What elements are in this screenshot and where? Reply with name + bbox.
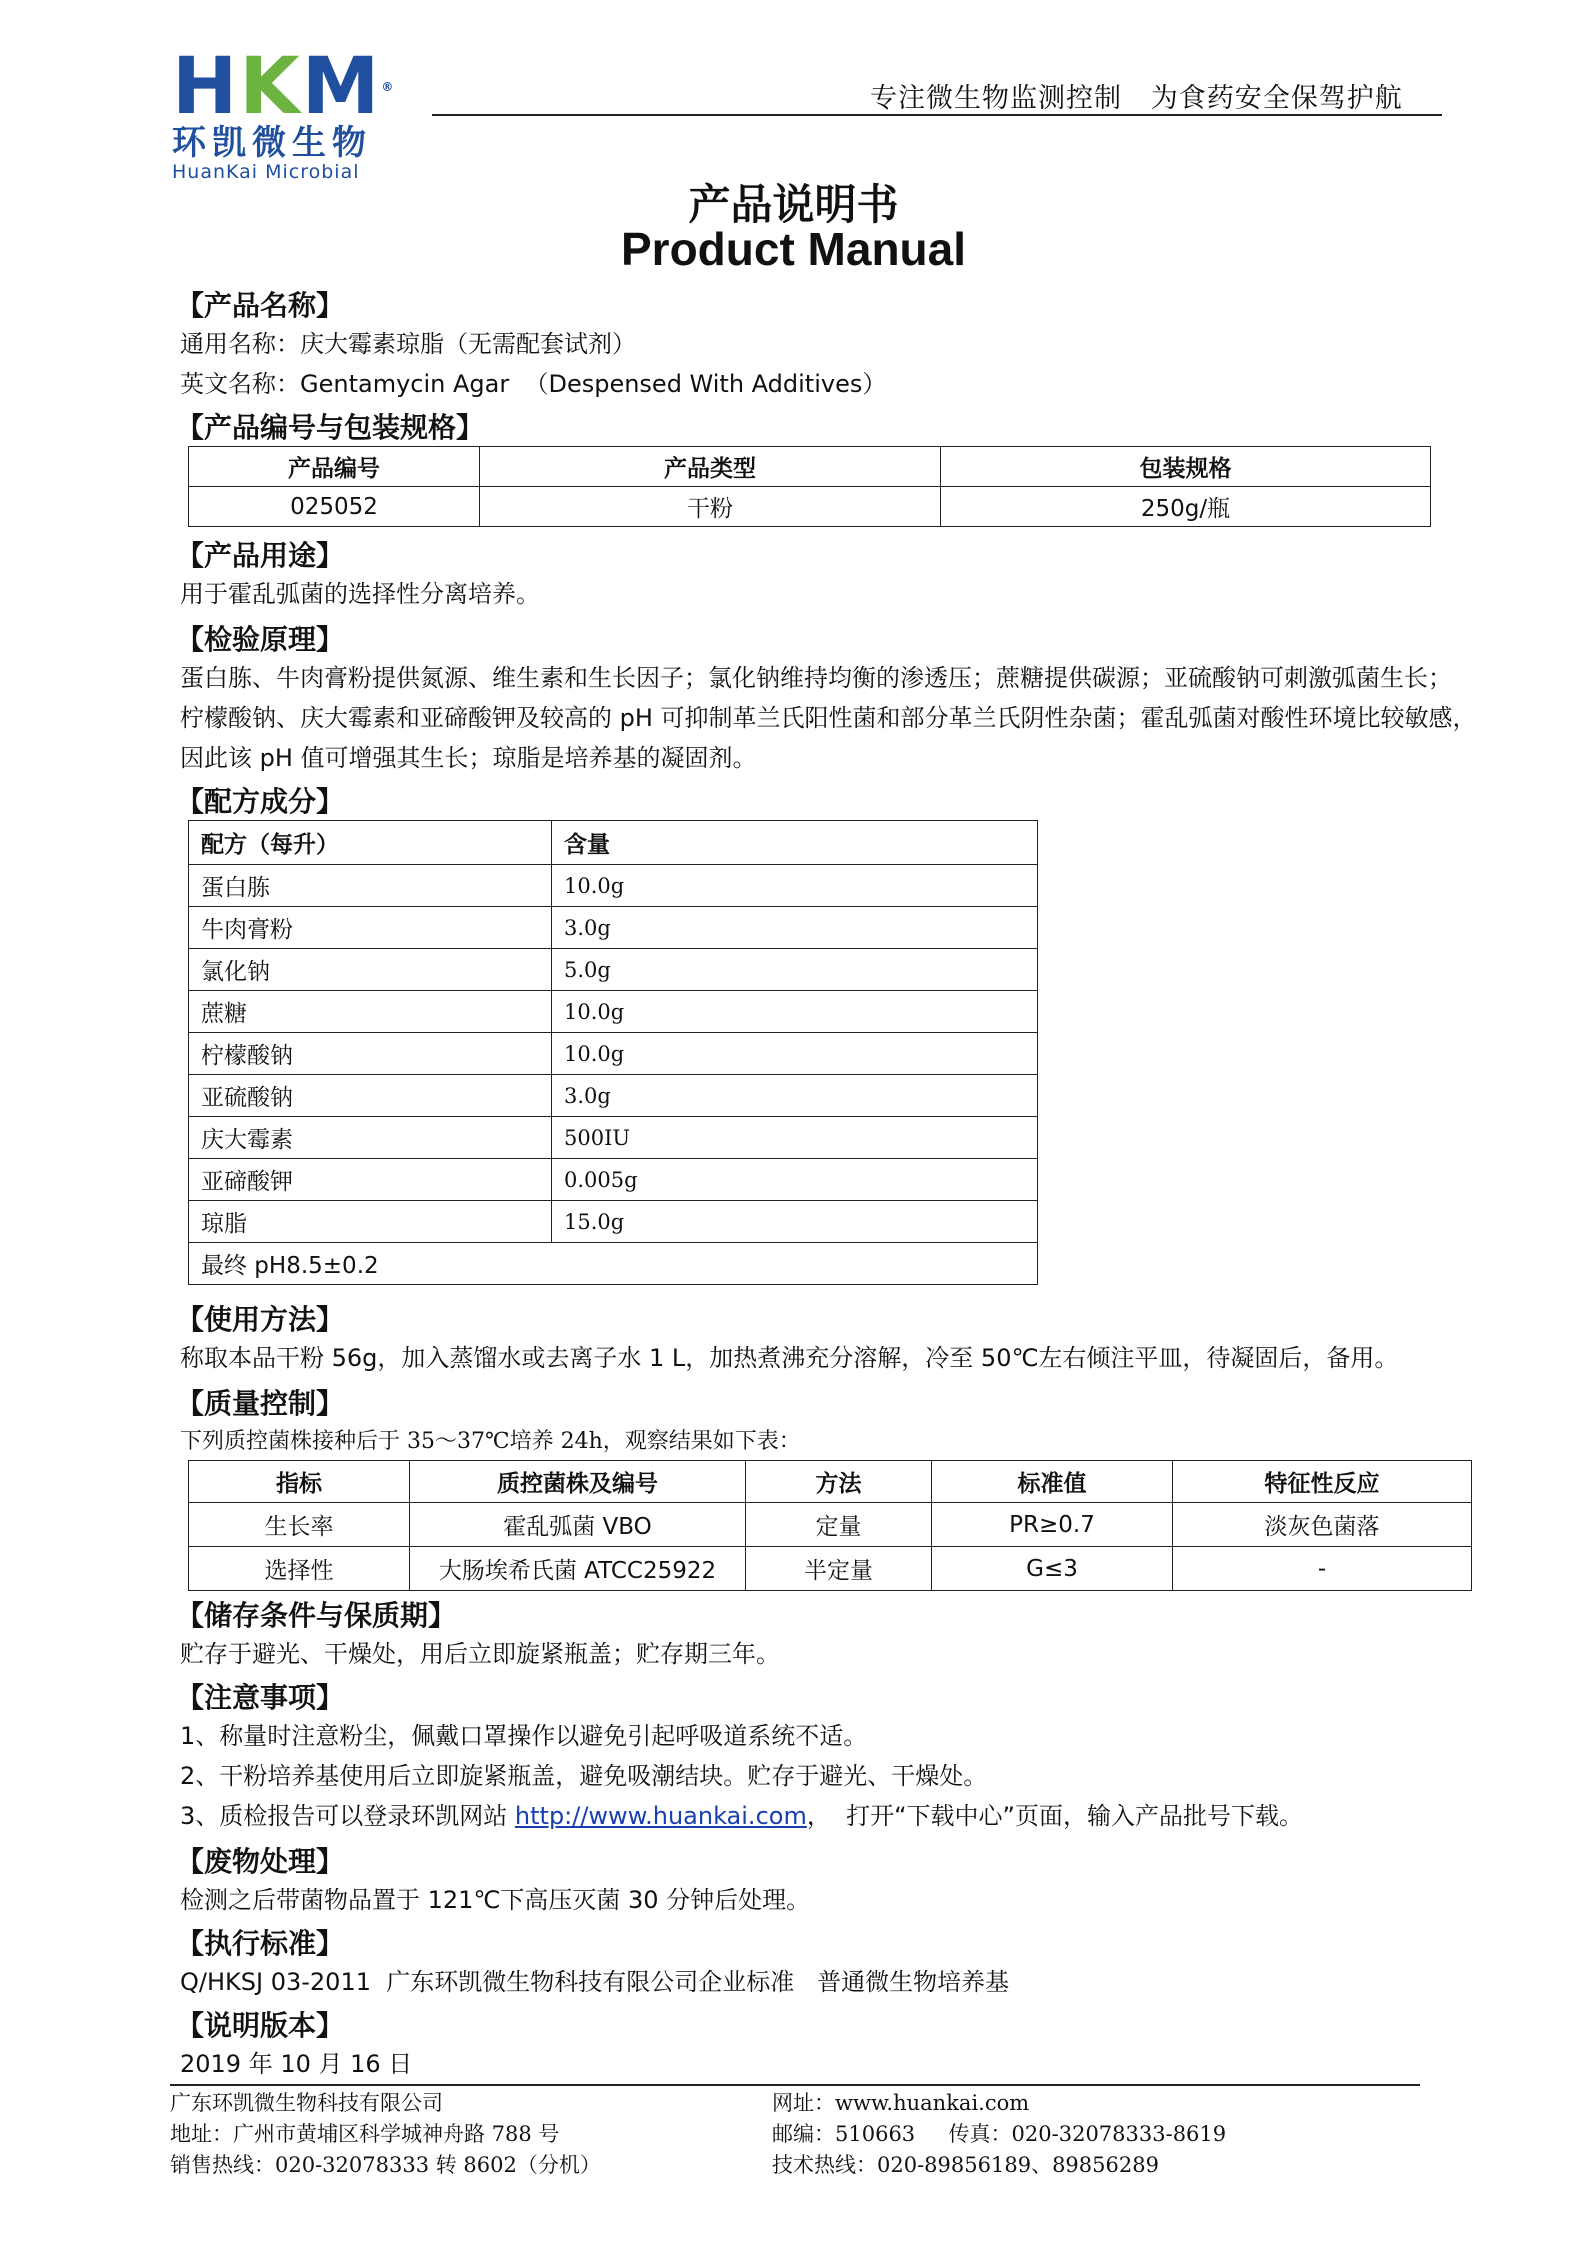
ingredient-amount: 10.0g [552,1033,1038,1075]
table-header: 指标 [189,1461,410,1503]
ingredient-amount: 5.0g [552,949,1038,991]
section-heading-version: 【说明版本】 [176,2009,345,2042]
title-chinese: 产品说明书 [688,180,899,229]
ingredient-name: 蔗糖 [189,991,552,1033]
footer-company: 广东环凯微生物科技有限公司 [170,2091,443,2115]
principle-line: 因此该 pH 值可增强其生长；琼脂是培养基的凝固剂。 [180,744,757,772]
storage-text: 贮存于避光、干燥处，用后立即旋紧瓶盖；贮存期三年。 [180,1640,780,1668]
section-heading-name: 【产品名称】 [176,289,345,322]
qc-standard: G≤3 [932,1547,1173,1591]
ingredient-amount: 500IU [552,1117,1038,1159]
registered-mark: ® [381,80,396,94]
section-heading-storage: 【储存条件与保质期】 [176,1599,457,1632]
product-code: 025052 [189,487,480,527]
table-header: 配方（每升） [189,821,552,865]
table-header: 质控菌株及编号 [410,1461,746,1503]
qc-standard: PR≥0.7 [932,1503,1173,1547]
qc-method: 定量 [746,1503,932,1547]
ingredient-name: 亚碲酸钾 [189,1159,552,1201]
header-divider [432,114,1442,116]
footer-postcode-fax: 邮编：510663 传真：020-32078333-8619 [772,2122,1227,2146]
ingredient-name: 柠檬酸钠 [189,1033,552,1075]
waste-text: 检测之后带菌物品置于 121℃下高压灭菌 30 分钟后处理。 [180,1886,811,1914]
table-header: 产品类型 [480,447,941,487]
company-logo [172,42,432,183]
qc-indicator: 生长率 [189,1503,410,1547]
section-heading-principle: 【检验原理】 [176,623,345,656]
note-item: 1、称量时注意粉尘，佩戴口罩操作以避免引起呼吸道系统不适。 [180,1722,868,1750]
ingredient-amount: 3.0g [552,1075,1038,1117]
ingredient-amount: 3.0g [552,907,1038,949]
quality-control-table [188,1460,1472,1591]
table-header: 方法 [746,1461,932,1503]
logo-english-name: HuanKai Microbial [172,161,360,183]
ingredient-amount: 0.005g [552,1159,1038,1201]
qc-reaction: 淡灰色菌落 [1173,1503,1472,1547]
title-english: Product Manual [620,223,967,275]
qc-strain: 霍乱弧菌 VBO [410,1503,746,1547]
formula-table [188,820,1038,1285]
product-code-table [188,446,1431,527]
principle-line: 蛋白胨、牛肉膏粉提供氮源、维生素和生长因子；氯化钠维持均衡的渗透压；蔗糖提供碳源；亚硫酸钠可刺激弧菌生长； [180,664,1452,692]
section-heading-notes: 【注意事项】 [176,1681,345,1714]
ingredient-name: 亚硫酸钠 [189,1075,552,1117]
use-text: 用于霍乱弧菌的选择性分离培养。 [180,580,540,608]
principle-line: 柠檬酸钠、庆大霉素和亚碲酸钾及较高的 pH 可抑制革兰氏阳性菌和部分革兰氏阴性杂菌；霍乱弧菌对酸性环境比较敏感， [180,704,1477,732]
method-text: 称取本品干粉 56g，加入蒸馏水或去离子水 1 L，加热煮沸充分溶解，冷至 50℃左右倾注平皿，待凝固后，备用。 [180,1344,1399,1372]
footer-sales: 销售热线：020-32078333 转 8602（分机） [170,2153,601,2177]
logo-mark: HKM® [172,42,396,132]
table-header: 标准值 [932,1461,1173,1503]
section-heading-use: 【产品用途】 [176,539,345,572]
product-type: 干粉 [480,487,941,527]
note-item-text: ， 打开“下载中心”页面，输入产品批号下载。 [806,1802,1303,1830]
table-header: 特征性反应 [1173,1461,1472,1503]
standard-text: Q/HKSJ 03-2011 广东环凯微生物科技有限公司企业标准 普通微生物培养基 [180,1968,1010,1996]
section-heading-standard: 【执行标准】 [176,1927,345,1960]
footer-divider [170,2084,1420,2086]
note-item: 2、干粉培养基使用后立即旋紧瓶盖，避免吸潮结块。贮存于避光、干燥处。 [180,1762,988,1790]
section-heading-method: 【使用方法】 [176,1303,345,1336]
english-name: 英文名称：Gentamycin Agar （Despensed With Additives） [180,370,887,398]
qc-indicator: 选择性 [189,1547,410,1591]
section-heading-code: 【产品编号与包装规格】 [176,411,485,444]
website-link[interactable]: http://www.huankai.com [514,1802,807,1830]
table-header: 产品编号 [189,447,480,487]
footer-left [170,2088,601,2181]
section-heading-waste: 【废物处理】 [176,1845,345,1878]
note-item-text: 3、质检报告可以登录环凯网站 [180,1802,515,1830]
footer-address: 地址：广州市黄埔区科学城神舟路 788 号 [170,2122,560,2146]
table-header: 含量 [552,821,1038,865]
section-heading-quality: 【质量控制】 [176,1387,345,1420]
note-item [180,1796,1303,1836]
ingredient-amount: 15.0g [552,1201,1038,1243]
slogan: 专注微生物监测控制 为食药安全保驾护航 [870,83,1403,114]
final-ph: 最终 pH8.5±0.2 [189,1243,1038,1285]
section-heading-formula: 【配方成分】 [176,785,345,818]
ingredient-amount: 10.0g [552,865,1038,907]
footer-website: 网址：www.huankai.com [772,2091,1030,2115]
qc-method: 半定量 [746,1547,932,1591]
quality-intro: 下列质控菌株接种后于 35～37℃培养 24h，观察结果如下表： [180,1429,801,1454]
table-header: 包装规格 [941,447,1431,487]
package-spec: 250g/瓶 [941,487,1431,527]
footer-tech: 技术热线：020-89856189、89856289 [772,2153,1159,2177]
ingredient-name: 庆大霉素 [189,1117,552,1159]
qc-strain: 大肠埃希氏菌 ATCC25922 [410,1547,746,1591]
ingredient-name: 氯化钠 [189,949,552,991]
qc-reaction: - [1173,1547,1472,1591]
common-name: 通用名称：庆大霉素琼脂（无需配套试剂） [180,330,636,358]
ingredient-amount: 10.0g [552,991,1038,1033]
footer-right [772,2088,1226,2181]
logo-chinese-name: 环凯微生物 [172,123,372,163]
ingredient-name: 琼脂 [189,1201,552,1243]
version-date: 2019 年 10 月 16 日 [180,2050,413,2078]
ingredient-name: 牛肉膏粉 [189,907,552,949]
ingredient-name: 蛋白胨 [189,865,552,907]
